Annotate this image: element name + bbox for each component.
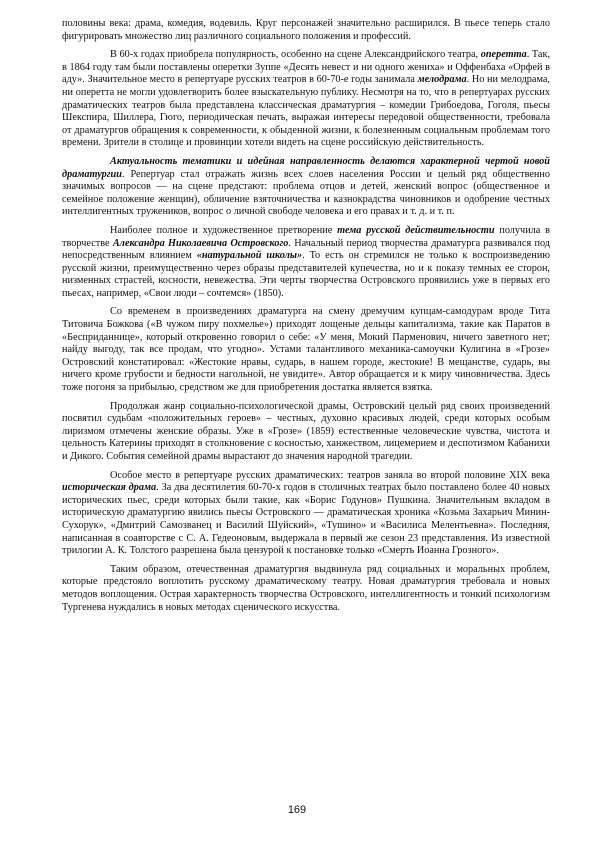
page-number: 169: [287, 804, 307, 816]
text-run: Особое место в репертуаре русских драматических: театров заняла во второй половине XIX века: [110, 469, 550, 481]
emphasis: [481, 49, 527, 60]
emphasis-text: оперетта: [480, 49, 527, 61]
emphasis: [418, 74, 467, 85]
emphasis-text: историческая драма: [62, 482, 157, 494]
text-run: Со временем в произведениях драматурга на смену дремучим купцам-самодурам вроде Тита Титовича Божкова («В чужом пиру похмелье») приходят лощеные дельцы капитализма, такие как Паратов в «Бесприданнице», который откровенно говорил о себе: «У меня, Мокий Парменович, ничего заветного нет; найду выгоду, так все продам, что угодно». Устами талантливого механика-самоучки Кулигина в «Грозе» Островский констатировал: «Жестокие нравы, сударь, в нашем городе, жестокие! В мещанстве, сударь, вы ничего кроме грубости и бедности нагольной, не увидите». Автор обращается и к миру чиновничества. Здесь тоже погоня за прибылью, средством же для приобретения достатка является взятка.: [62, 306, 550, 394]
emphasis: [62, 482, 156, 493]
text-run: . Репертуар стал отражать жизнь всех слоев населения России и целый ряд общественно значимых вопросов — на сцене предстают: проблема отцов и детей, женский вопрос (общественное и семейное положение женщин), обличение взяточничества и казнокрадства чиновников и одобрение честных интеллигентных тружеников, вопрос о личной свободе человека и его правах и т. д. и т. п.: [62, 168, 550, 218]
paragraph: [62, 18, 550, 43]
emphasis: [113, 238, 289, 249]
text-run: . Начальный период творчества драматурга развивался под непосредственным влиянием: [62, 237, 550, 262]
text-run: Таким образом, отечественная драматургия выдвинула ряд социальных и моральных проблем, которые предстояло воплотить русскому драматическому театру. Новая драматургия требовала и новых методов воплощения. Острая характерность творчества Островского, интеллигентность и тонкий психологизм Тургенева нуждались в новых методах сценического искусства.: [62, 563, 550, 613]
paragraph: [62, 225, 550, 301]
paragraph: [62, 156, 550, 219]
emphasis-text: Актуальность тематики и идейная направленность делаются характерной чертой новой драматургии: [62, 155, 550, 180]
emphasis-text: Александра Николаевича Островского: [112, 237, 289, 249]
text-run: . Так, в 1864 году там были поставлены оперетки Зуппе «Десять невест и ни одного жениха» и Оффенбаха «Орфей в аду». Значительное место в репертуаре русских театров в 60-70-е годы занимала: [62, 49, 551, 86]
text-run: Наиболее полное и художественное претворение: [110, 224, 338, 236]
paragraph: [62, 564, 550, 614]
paragraph: [62, 49, 550, 150]
text-run: . Но ни мелодрама, ни оперетта не могли удовлетворить более взыскательную публику. Несмотря на то, что в репертуарах русских драматических театров была представлена классическая драматургия – комедии Грибоедова, Гоголя, пьесы Шекспира, Шиллера, Гюго, периодическая печать, выражая интересы передовой общественности, требовала от драматургов обращения к современности, к обыденной жизни, к болезненным социальным проблемам того времени. Зрители в столице и провинции хотели видеть на сцене российскую действительность.: [62, 74, 550, 149]
emphasis-text: тема русской действительности: [337, 224, 495, 236]
text-run: . То есть он стремился не только к воспроизведению русской жизни, преимущественно через образы представителей купечества, но и к показу темных ее сторон, низменных страстей, косности, невежества. Эти черты творчества Островского проявились уже в первых его пьесах, например, «Свои люди – сочтемся» (1850).: [62, 250, 550, 299]
emphasis-text: «натуральной школы»: [196, 250, 303, 262]
text-run: В 60-х годах приобрела популярность, особенно на сцене Александрийского театра,: [110, 49, 481, 61]
page-body-text: [62, 18, 550, 614]
text-run: . За два десятилетия 60-70-х годов в столичных театрах было поставлено более 40 новых исторических пьес, среди которых были такие, как «Борис Годунов» Пушкина. Значительным вкладом в историческую драматургию явились пьесы Островского — драматическая хроника «Козьма Захарьич Минин-Сухорук», «Дмитрий Самозванец и Василий Шуйский», «Тушино» и «Василиса Мелентьевна». Последняя, написанная в соавторстве с С. А. Гедеоновым, выдержала в первый же сезон 23 представления. Из известной трилогии А. К. Толстого разрешена была цензурой к постановке только «Смерть Иоанна Грозного».: [62, 482, 550, 557]
paragraph: [62, 401, 550, 464]
text-run: половины века: драма, комедия, водевиль. Круг персонажей значительно расширился. В пьесе теперь стало фигурировать множество лиц различного социального положения и профессий.: [62, 18, 550, 42]
text-run: Продолжая жанр социально-психологической драмы, Островский целый ряд своих произведений посвятил судьбам «положительных героев» – честных, духовно красивых людей, среди которых особым лиризмом отмечены женские образы. Уже в «Грозе» (1859) естественные человеческие чувства, чистота и цельность Катерины приходят в столкновение с косностью, ханжеством, лицемерием и деспотизмом Кабанихи и Дикого. События семейной драмы вырастают до значения народной трагедии.: [62, 400, 550, 462]
emphasis: [337, 225, 494, 236]
emphasis-text: мелодрама: [417, 74, 467, 86]
emphasis: [197, 250, 302, 261]
text-run: получила в творчестве: [62, 224, 550, 249]
paragraph: [62, 470, 550, 558]
paragraph: [62, 306, 550, 394]
